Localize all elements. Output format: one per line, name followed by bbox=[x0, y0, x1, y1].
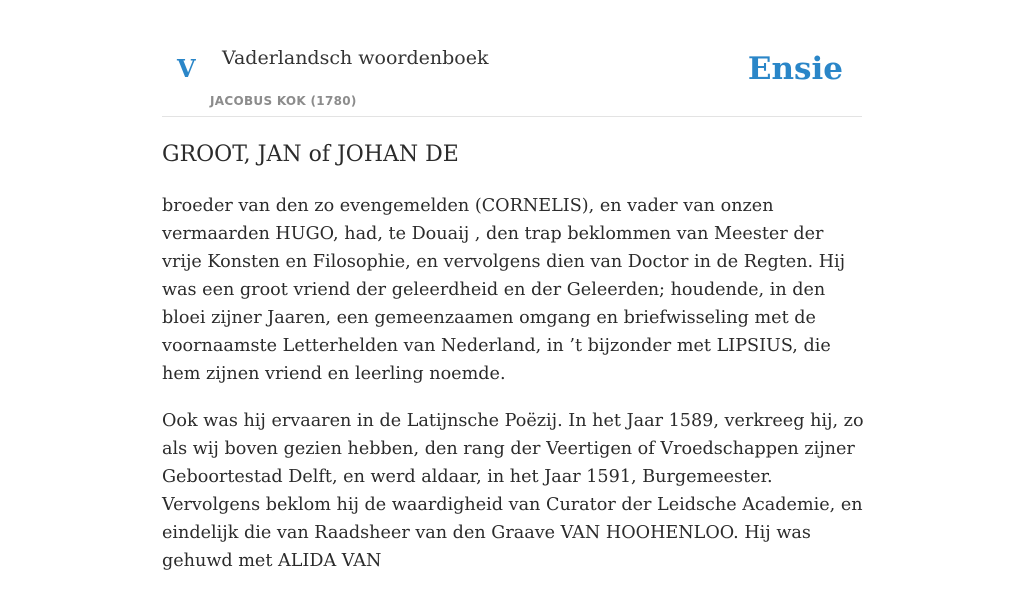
header bbox=[162, 0, 862, 117]
letter-index-link[interactable]: V bbox=[177, 54, 196, 83]
entry-paragraph: Ook was hij ervaaren in de Latijnsche Poëzij. In het Jaar 1589, verkreeg hij, zo als wij boven gezien hebben, den rang der Veertigen of Vroedschappen zijner Geboortestad Delft, en werd aldaar, in het Jaar 1591, Burgemeester. Vervolgens beklom hij de waardigheid van Curator der Leidsche Academie, en eindelijk die van Raadsheer van den Graave VAN HOOHENLOO. Hij was gehuwd met ALIDA VAN bbox=[162, 411, 864, 571]
ensie-logo[interactable]: Ensie bbox=[747, 51, 843, 87]
entry-title: GROOT, JAN of JOHAN DE bbox=[162, 142, 459, 167]
book-title[interactable]: Vaderlandsch woordenboek bbox=[222, 47, 489, 69]
book-author: JACOBUS KOK (1780) bbox=[210, 94, 357, 108]
entry-body bbox=[162, 192, 867, 594]
entry-paragraph: broeder van den zo evengemelden (CORNELIS), en vader van onzen vermaarden HUGO, had, te Douaij , den trap beklommen van Meester der vrije Konsten en Filosophie, en vervolgens dien van Doctor in de Regten. Hij was een groot vriend der geleerdheid en der Geleerden; houdende, in den bloei zijner Jaaren, een gemeenzaamen omgang en briefwisseling met de voornaamste Letterhelden van Nederland, in ’t bijzonder met LIPSIUS, die hem zijnen vriend en leerling noemde. bbox=[162, 196, 846, 384]
